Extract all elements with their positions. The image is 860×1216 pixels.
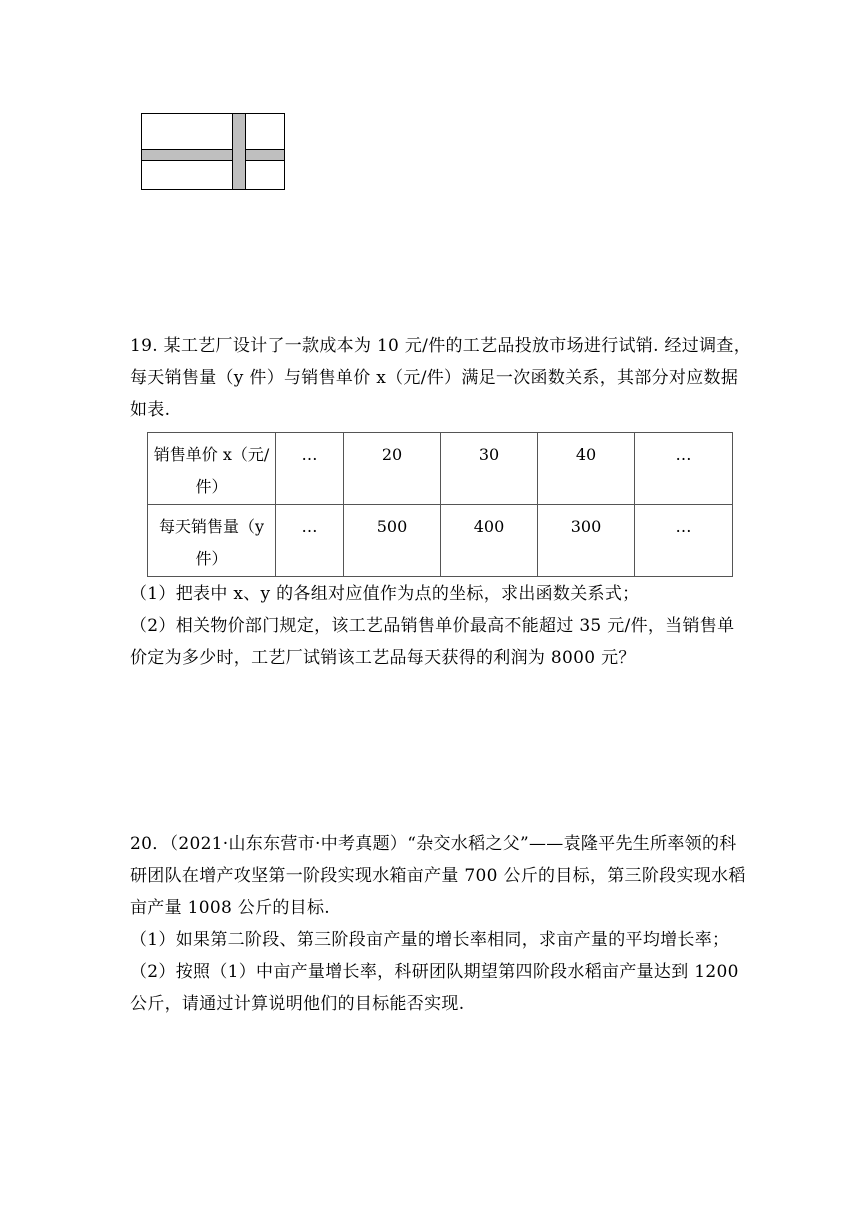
- table-row-header: [148, 433, 276, 505]
- question-20-stem: [130, 828, 746, 1020]
- table-cell: 500: [344, 505, 441, 577]
- row-header-text: 件）: [195, 477, 228, 496]
- q19-part-1: （1）把表中 x、y 的各组对应值作为点的坐标，求出函数关系式；: [130, 584, 640, 604]
- table-cell: …: [276, 433, 344, 505]
- table-cell: …: [276, 505, 344, 577]
- table-row-header: [148, 505, 276, 577]
- table-cell: 300: [538, 505, 635, 577]
- q19-line: 每天销售量（y 件）与销售单价 x（元/件）满足一次函数关系，其部分对应数据: [130, 368, 739, 388]
- table-cell: 400: [441, 505, 538, 577]
- question-19-stem: [130, 330, 752, 426]
- q20-line: 20．（2021·山东东营市·中考真题）“杂交水稻之父”——袁隆平先生所率领的科: [130, 834, 737, 854]
- q20-part-2-cont: 公斤，请通过计算说明他们的目标能否实现.: [130, 994, 465, 1014]
- table-cell: …: [635, 505, 733, 577]
- q20-line: 研团队在增产攻坚第一阶段实现水箱亩产量 700 公斤的目标，第三阶段实现水稻: [130, 866, 746, 886]
- horizontal-road: [142, 149, 284, 161]
- row-header-text: 件）: [195, 549, 228, 568]
- table-row: [148, 505, 733, 577]
- table-cell: 20: [344, 433, 441, 505]
- q19-line: 19. 某工艺厂设计了一款成本为 10 元/件的工艺品投放市场进行试销. 经过调查，: [130, 336, 752, 356]
- q19-line: 如表.: [130, 400, 171, 420]
- q20-part-2: （2）按照（1）中亩产量增长率，科研团队期望第四阶段水稻亩产量达到 1200: [130, 962, 739, 982]
- table-row: [148, 433, 733, 505]
- q20-line: 亩产量 1008 公斤的目标.: [130, 898, 330, 918]
- table-cell: 40: [538, 433, 635, 505]
- row-header-text: 销售单价 x（元/: [153, 445, 270, 464]
- road-diagram-figure: [141, 113, 285, 190]
- table-cell: …: [635, 433, 733, 505]
- table-cell: 30: [441, 433, 538, 505]
- question-19-parts: [130, 578, 735, 674]
- vertical-road: [232, 114, 246, 189]
- q19-part-2-cont: 价定为多少时，工艺厂试销该工艺品每天获得的利润为 8000 元？: [130, 648, 636, 668]
- row-header-text: 每天销售量（y: [158, 517, 265, 536]
- q19-part-2: （2）相关物价部门规定，该工艺品销售单价最高不能超过 35 元/件，当销售单: [130, 616, 735, 636]
- q20-part-1: （1）如果第二阶段、第三阶段亩产量的增长率相同，求亩产量的平均增长率；: [130, 930, 730, 950]
- price-sales-table: [147, 432, 733, 577]
